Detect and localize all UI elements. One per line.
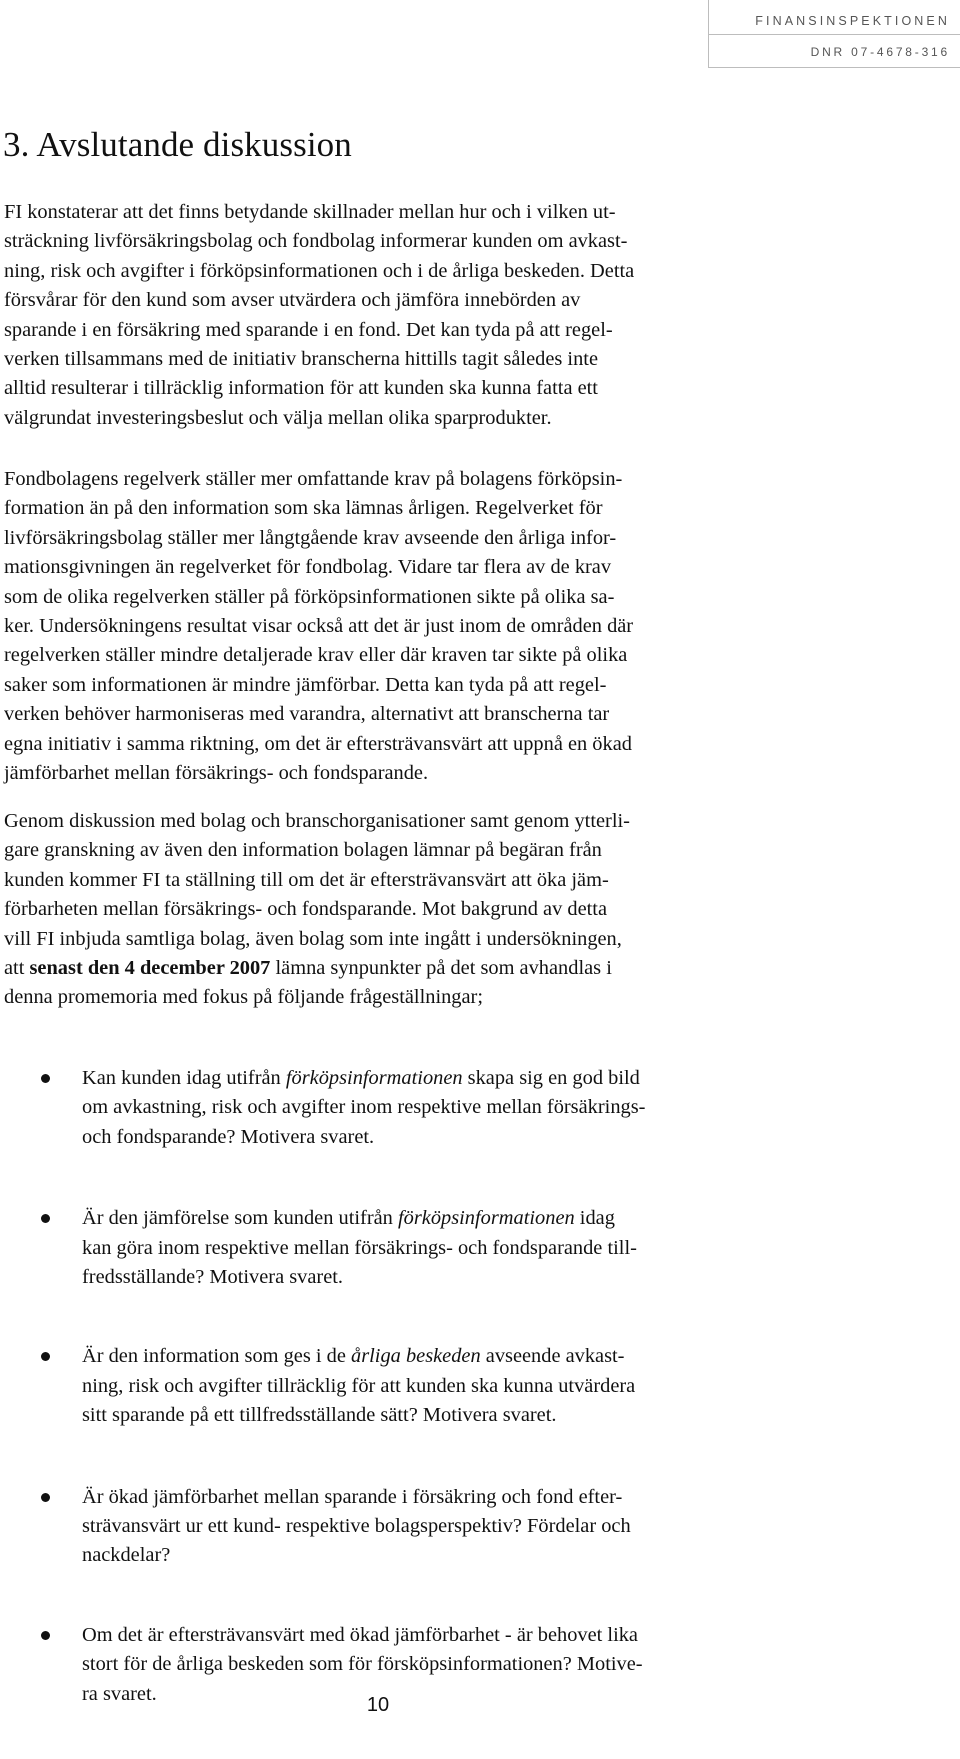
text-fragment: avseende avkast- (480, 1345, 625, 1368)
text-fragment: Om det är eftersträvansvärt med ökad jämförbarhet - är behovet lika (82, 1623, 638, 1646)
text-line: gare granskning av även den information bolagen lämnar på begäran från (4, 839, 602, 862)
text-fragment: skapa sig en god bild (462, 1067, 640, 1089)
text-line (82, 1483, 960, 1512)
text-line: ker. Undersökningens resultat visar också att det är just inom de områden där (4, 615, 634, 638)
text-line: välgrundat investeringsbeslut och välja mellan olika sparprodukter. (4, 406, 552, 429)
text-line: regelverken ställer mindre detaljerade krav eller där kraven tar sikte på olika (4, 644, 628, 667)
text-line: stort för de årliga beskeden som för försköpsinformationen? Motive- (82, 1653, 643, 1676)
text-line: denna promemoria med fokus på följande frågeställningar; (4, 986, 484, 1009)
text-line: FI konstaterar att det finns betydande skillnader mellan hur och i vilken ut- (4, 201, 616, 223)
text-line: fredsställande? Motivera svaret. (82, 1266, 344, 1289)
question-item (0, 1483, 960, 1571)
text-line: ning, risk och avgifter i förköpsinformationen och i de årliga beskeden. Detta (4, 259, 635, 282)
header-divider (709, 34, 960, 35)
question-item (0, 1342, 960, 1430)
question-item (0, 1064, 960, 1152)
text-fragment: Är den jämförelse som kunden utifrån (82, 1207, 398, 1230)
text-line: livförsäkringsbolag ställer mer långtgående krav avseende den årliga infor- (4, 526, 617, 549)
text-line (82, 1621, 960, 1650)
text-line: Genom diskussion med bolag och branschorganisationer samt genom ytterli- (4, 810, 630, 832)
emphasis-term: förköpsinformationen (285, 1067, 463, 1089)
text-line (82, 1342, 960, 1371)
page-number: 10 (366, 1694, 390, 1716)
text-line: ning, risk och avgifter tillräcklig för att kunden ska kunna utvärdera (82, 1374, 636, 1397)
bullet-icon (41, 1074, 50, 1083)
text-line: formation än på den information som ska lämnas årligen. Regelverket för (4, 497, 603, 520)
text-line: vill FI inbjuda samtliga bolag, även bolag som inte ingått i undersökningen, (4, 927, 622, 950)
text-line: verken behöver harmoniseras med varandra, alternativt att branscherna tar (4, 703, 610, 726)
text-line: sitt sparande på ett tillfredsställande sätt? Motivera svaret. (82, 1404, 557, 1427)
organization-name: FINANSINSPEKTIONEN (755, 14, 950, 28)
section-title: 3. Avslutande diskussion (3, 125, 352, 164)
paragraph-3 (4, 807, 748, 1013)
text-line: försvårar för den kund som avser utvärdera och jämföra innebörden av (4, 289, 581, 312)
paragraph-2 (4, 465, 748, 788)
deadline-date: senast den 4 december 2007 (29, 957, 271, 980)
bullet-icon (41, 1352, 50, 1361)
text-line: jämförbarhet mellan försäkrings- och fondsparande. (4, 762, 429, 785)
text-line: egna initiativ i samma riktning, om det är eftersträvansvärt att uppnå en ökad (4, 732, 632, 755)
text-line: ra svaret. (82, 1682, 157, 1705)
paragraph-1 (4, 198, 748, 433)
document-reference: DNR 07-4678-316 (810, 45, 950, 59)
text-line: om avkastning, risk och avgifter inom respektive mellan försäkrings- (82, 1096, 646, 1119)
text-line: mationsgivningen än regelverket för fondbolag. Vidare tar flera av de krav (4, 556, 612, 579)
text-fragment: lämna synpunkter på det som avhandlas i (270, 957, 612, 980)
emphasis-term: årliga beskeden (351, 1345, 481, 1368)
text-line: kunden kommer FI ta ställning till om det är eftersträvansvärt att öka jäm- (4, 868, 609, 891)
text-line: och fondsparande? Motivera svaret. (82, 1125, 375, 1148)
text-line: strävansvärt ur ett kund- respektive bolagsperspektiv? Fördelar och (82, 1515, 631, 1538)
question-item (0, 1204, 960, 1292)
text-line (82, 1064, 960, 1093)
document-header (708, 0, 960, 68)
text-fragment: Kan kunden idag utifrån (82, 1067, 286, 1089)
text-line: sträckning livförsäkringsbolag och fondbolag informerar kunden om avkast- (4, 230, 628, 253)
text-line-deadline (4, 954, 748, 983)
text-line: Fondbolagens regelverk ställer mer omfattande krav på bolagens förköpsin- (4, 468, 623, 490)
text-line: alltid resulterar i tillräcklig information för att kunden ska kunna fatta ett (4, 377, 598, 400)
text-line: sparande i en försäkring med sparande i en fond. Det kan tyda på att regel- (4, 318, 613, 341)
question-list (0, 1064, 960, 1759)
text-fragment: att (4, 957, 30, 980)
bullet-icon (41, 1214, 50, 1223)
bullet-icon (41, 1493, 50, 1502)
text-fragment: Är ökad jämförbarhet mellan sparande i försäkring och fond efter- (82, 1485, 623, 1508)
text-line: verken tillsammans med de initiativ branscherna hittills tagit således inte (4, 348, 599, 371)
bullet-icon (41, 1631, 50, 1640)
text-fragment: idag (574, 1207, 615, 1230)
text-line: som de olika regelverken ställer på förköpsinformationen sikte på olika sa- (4, 585, 615, 608)
text-line: kan göra inom respektive mellan försäkrings- och fondsparande till- (82, 1236, 637, 1259)
text-line: förbarheten mellan försäkrings- och fondsparande. Mot bakgrund av detta (4, 898, 608, 921)
text-line: saker som informationen är mindre jämförbar. Detta kan tyda på att regel- (4, 673, 607, 696)
text-fragment: Är den information som ges i de (82, 1345, 351, 1368)
text-line (82, 1204, 960, 1233)
text-line: nackdelar? (82, 1544, 171, 1567)
emphasis-term: förköpsinformationen (397, 1207, 575, 1230)
